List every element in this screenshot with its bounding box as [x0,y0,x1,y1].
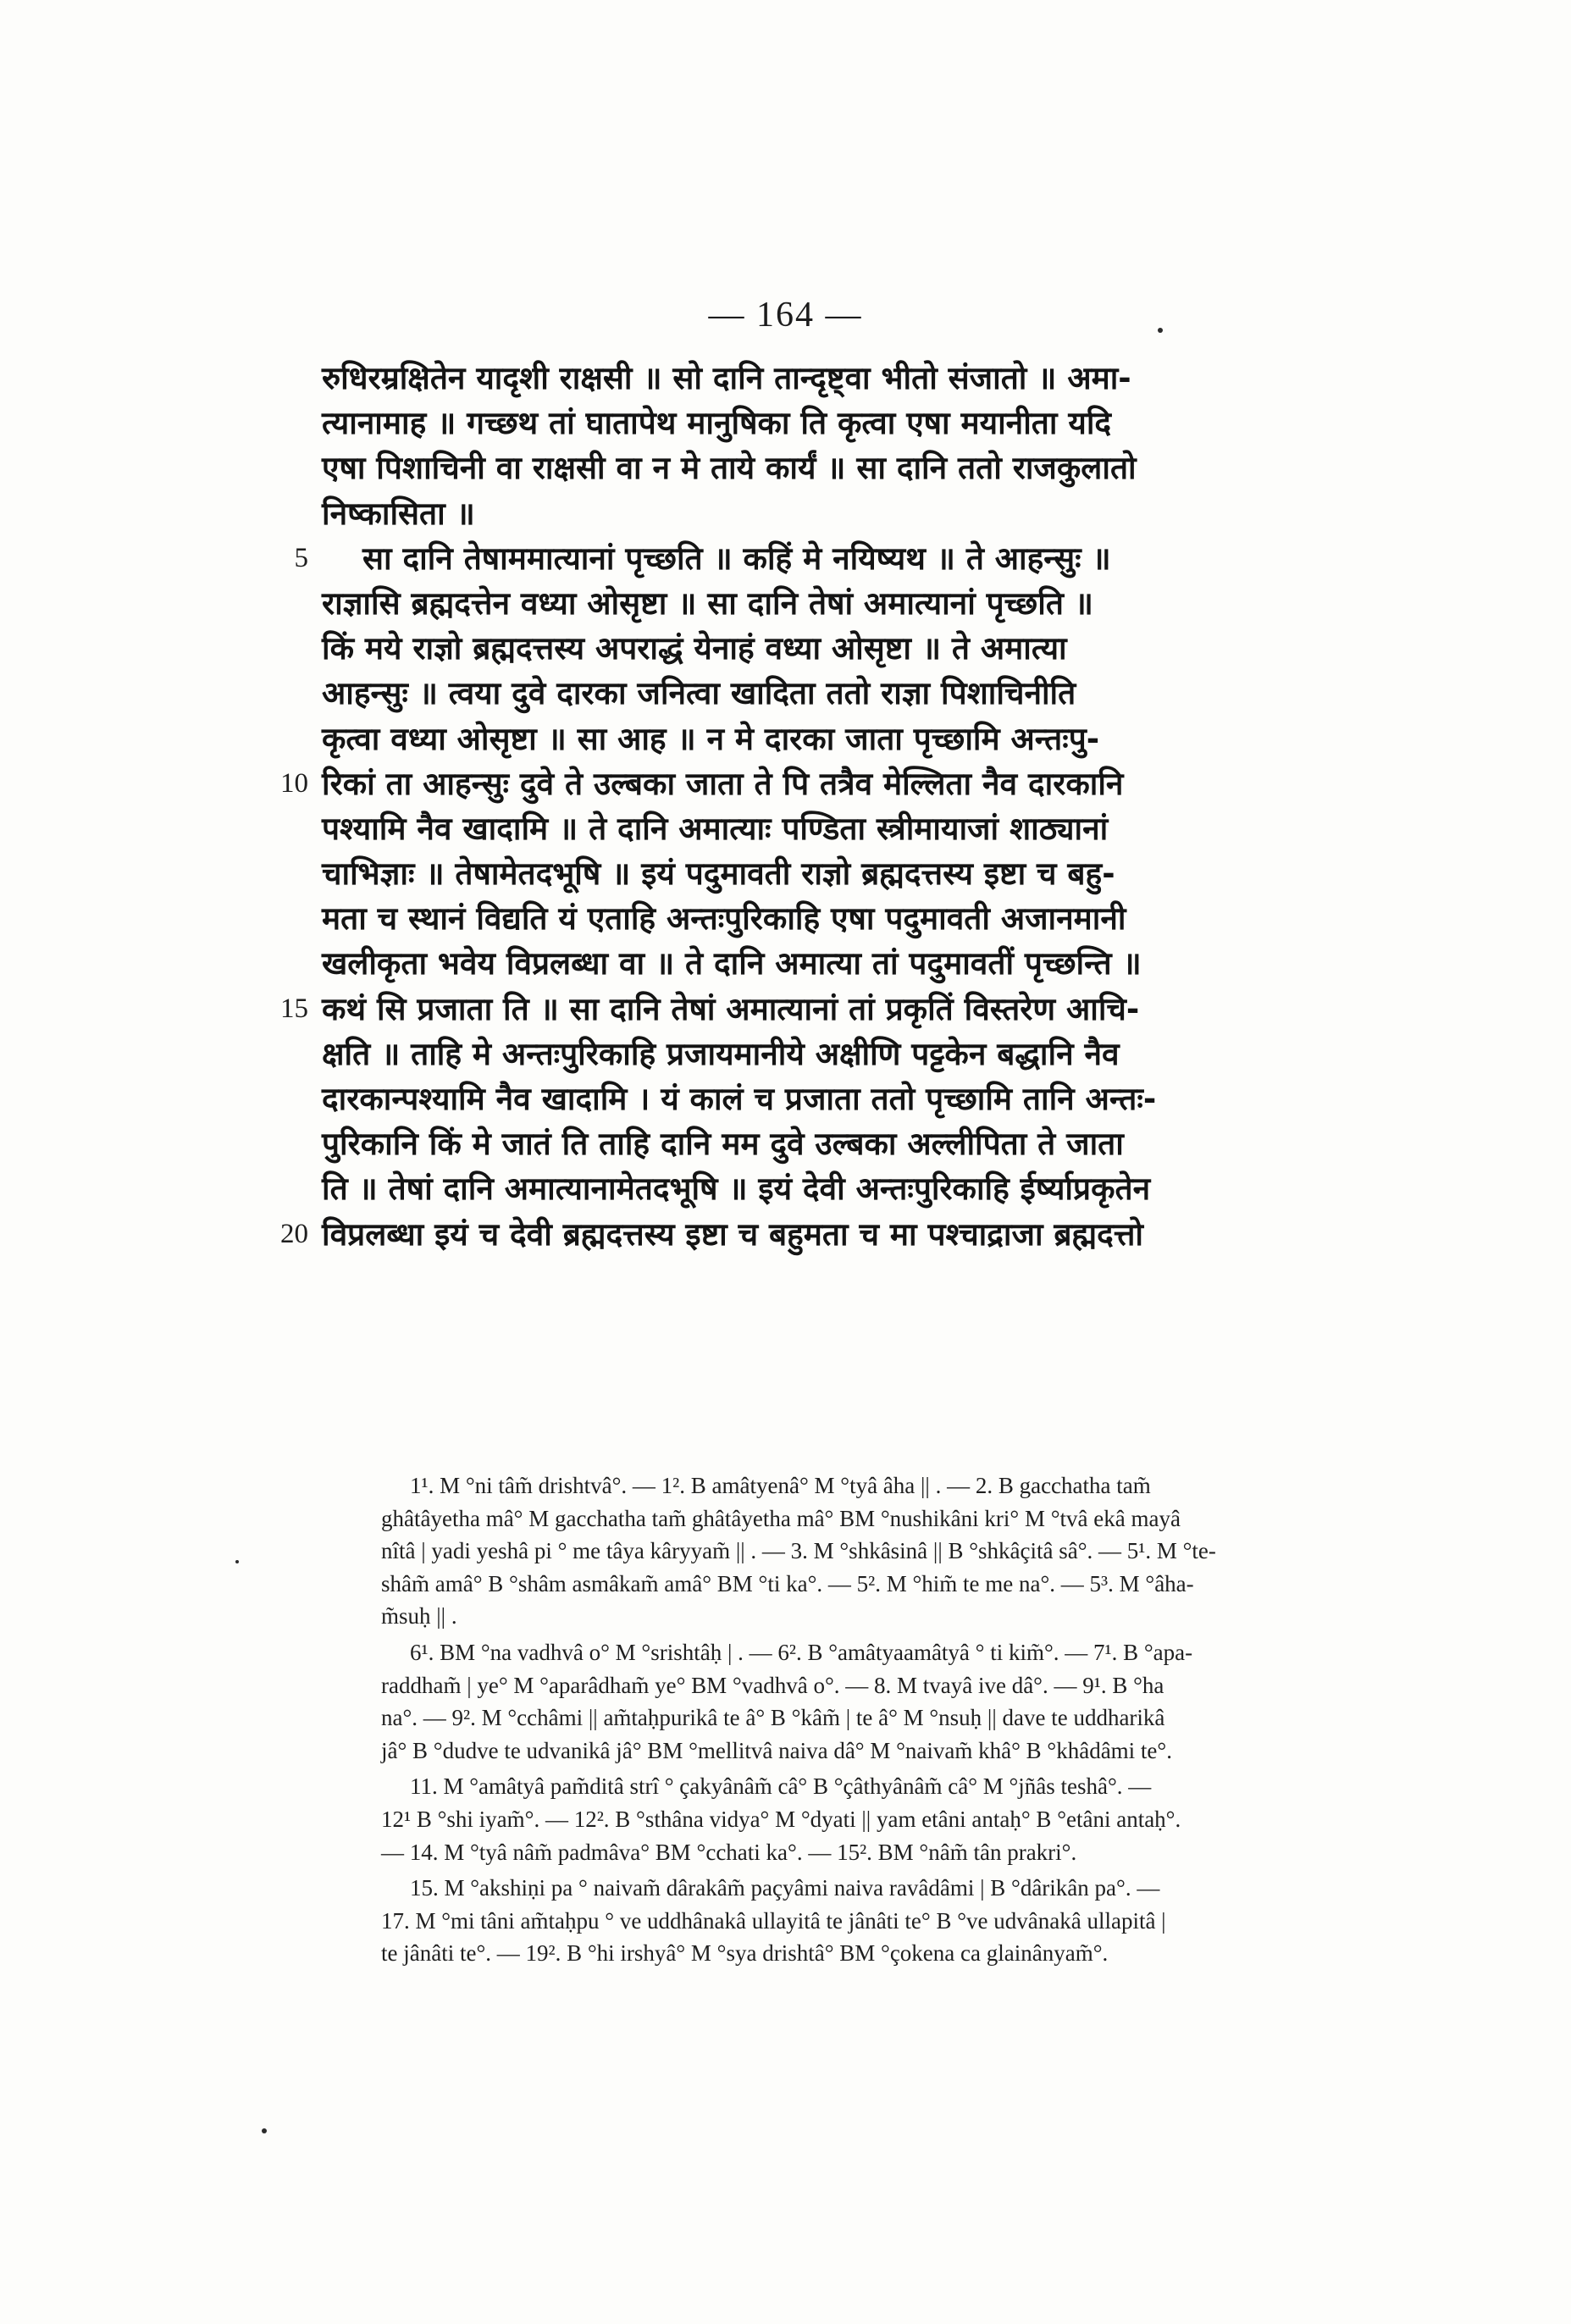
footnote-line: te jânâti te°. — 19². B °hi irshyâ° M °sya drishtâ° BM °çokena ca glainânyam̃°. [381,1940,1109,1967]
line-text: ति ॥ तेषां दानि अमात्यानामेतदभूषि ॥ इयं देवी अन्तःपुरिकाहि ईर्ष्याप्रकृतेन [322,1170,1151,1208]
line-text: खलीकृता भवेय विप्रलब्धा वा ॥ ते दानि अमात्या तां पदुमावतीं पृच्छन्ति ॥ [322,945,1142,982]
line-text: कृत्वा वध्या ओसृष्टा ॥ सा आह ॥ न मे दारका जाता पृच्छामि अन्तःपु- [322,720,1100,757]
print-speck [235,1560,239,1563]
text-line [322,401,1482,445]
footnote-line: na°. — 9². M °cchâmi || am̃taḥpurikâ te â° B °kâm̃ | te â° M °nsuḥ || dave te uddharikâ [381,1705,1165,1731]
line-number: 20 [280,1218,308,1249]
line-text: क्षति ॥ ताहि मे अन्तःपुरिकाहि प्रजायमानीये अक्षीणि पट्टकेन बद्धानि नैव [322,1035,1120,1072]
text-line [322,1076,1482,1121]
line-text: एषा पिशाचिनी वा राक्षसी वा न मे ताये कार्यं ॥ सा दानि ततो राजकुलातो [322,450,1137,487]
text-line [294,536,1482,581]
footnote-line: 17. M °mi tâni am̃taḥpu ° ve uddhânakâ ullayitâ te jânâti te° B °ve udvânakâ ullapitâ | [381,1907,1166,1934]
text-line [322,806,1482,851]
text-line [322,1032,1482,1076]
line-text: रुधिरम्रक्षितेन यादृशी राक्षसी ॥ सो दानि तान्दृष्ट्वा भीतो संजातो ॥ अमा- [322,360,1131,396]
text-line [322,356,1482,401]
print-speck [262,2128,267,2133]
footnote-line: m̃suḥ || . [381,1603,457,1630]
footnote-line: jâ° B °dudve te udvanikâ jâ° BM °mellitvâ naiva dâ° M °naivam̃ khâ° B °khâdâmi te°. [381,1737,1172,1763]
line-text: त्यानामाह ॥ गच्छथ तां घातापेथ मानुषिका ति कृत्वा एषा मयानीता यदि [322,405,1112,442]
text-line [322,491,1482,536]
line-text: राज्ञासि ब्रह्मदत्तेन वध्या ओसृष्टा ॥ सा दानि तेषां अमात्यानां पृच्छति ॥ [322,584,1093,622]
line-text: चाभिज्ञाः ॥ तेषामेतदभूषि ॥ इयं पदुमावती राज्ञो ब्रह्मदत्तस्य इष्टा च बहु- [322,855,1115,893]
print-speck [1158,328,1163,333]
line-text: पश्यामि नैव खादामि ॥ ते दानि अमात्याः पण्डिता स्त्रीमायाजां शाठ्यानां [322,810,1109,847]
line-text: निष्कासिता ॥ [322,495,475,532]
line-text: पुरिकानि किं मे जातं ति ताहि दानि मम दुवे उल्बका अल्लीपिता ते जाता [322,1126,1124,1163]
text-line [280,1212,1482,1257]
line-number: 15 [280,993,308,1024]
text-line [322,1121,1482,1166]
line-text: विप्रलब्धा इयं च देवी ब्रह्मदत्तस्य इष्टा च बहुमता च मा पश्चाद्राजा ब्रह्मदत्तो [322,1215,1143,1253]
footnote-line: 11. M °amâtyâ pam̃ditâ strî ° çakyânâm̃ câ° B °çâthyânâm̃ câ° M °jñâs teshâ°. — [410,1773,1152,1800]
line-text: रिकां ता आहन्सुः दुवे ते उल्बका जाता ते पि तत्रैव मेल्लिता नैव दारकानि [322,765,1124,802]
footnote-line: 1¹. M °ni tâm̃ drishtvâ°. — 1². B amâtyenâ° M °tyâ âha || . — 2. B gacchatha tam̃ [410,1473,1151,1498]
footnote-line: 6¹. BM °na vadhvâ o° M °srishtâḥ | . — 6². B °amâtyaamâtyâ ° ti kim̃°. — 7¹. B °apa- [410,1639,1193,1665]
text-line [322,671,1482,716]
text-line [322,717,1482,761]
text-line [322,626,1482,671]
line-text: आहन्सुः ॥ त्वया दुवे दारका जनित्वा खादिता ततो राज्ञा पिशाचिनीति [322,675,1076,712]
footnote-line: ghâtâyetha mâ° M gacchatha tam̃ ghâtâyetha mâ° BM °nushikâni kri° M °tvâ ekâ mayâ [381,1505,1181,1531]
line-text: किं मये राज्ञो ब्रह्मदत्तस्य अपराद्धं येनाहं वध्या ओसृष्टा ॥ ते अमात्या [322,630,1067,667]
text-line [322,851,1482,896]
text-line [280,761,1482,806]
page-number: — 164 — [708,296,863,335]
line-text: सा दानि तेषाममात्यानां पृच्छति ॥ कहिं मे नयिष्यथ ॥ ते आहन्सुः ॥ [362,540,1111,577]
footnote-paragraph [381,1469,1474,1633]
footnote-line: shâm̃ amâ° B °shâm asmâkam̃ amâ° BM °ti ka°. — 5². M °him̃ te me na°. — 5³. M °âha- [381,1570,1194,1596]
footnote-paragraph [381,1636,1474,1767]
footnote-line: nîtâ | yadi yeshâ pi ° me tâya kâryyam̃ || . — 3. M °shkâsinâ || B °shkâçitâ sâ°. — 5¹. M °te- [381,1538,1216,1564]
footnote-line: raddham̃ | ye° M °aparâdham̃ ye° BM °vadhvâ o°. — 8. M tvayâ ive dâ°. — 9¹. B °ha [381,1672,1164,1698]
footnote-line: 15. M °akshiṇi pa ° naivam̃ dârakâm̃ paçyâmi naiva ravâdâmi | B °dârikân pa°. — [410,1875,1160,1901]
line-number: 10 [280,767,308,799]
sanskrit-main-text [280,356,1482,1257]
footnote-paragraph [381,1770,1474,1868]
text-line [322,1166,1482,1211]
text-line [322,896,1482,941]
footnote-paragraph [381,1872,1474,1970]
line-text: मता च स्थानं विद्यति यं एताहि अन्तःपुरिकाहि एषा पदुमावती अजानमानी [322,900,1126,938]
text-line [322,445,1482,490]
footnote-line: — 14. M °tyâ nâm̃ padmâva° BM °cchati ka°. — 15². BM °nâm̃ tân prakri°. [381,1839,1077,1865]
line-text: कथं सि प्रजाता ति ॥ सा दानि तेषां अमात्यानां तां प्रकृतिं विस्तरेण आचि- [322,990,1140,1027]
line-text: दारकान्पश्यामि नैव खादामि । यं कालं च प्रजाता ततो पृच्छामि तानि अन्तः- [322,1081,1157,1117]
text-line [322,581,1482,626]
text-line [280,987,1482,1032]
footnotes-apparatus [381,1469,1474,1973]
footnote-line: 12¹ B °shi iyam̃°. — 12². B °sthâna vidya° M °dyati || yam etâni antaḥ° B °etâni antaḥ°. [381,1806,1181,1832]
text-line [322,941,1482,986]
line-number: 5 [294,542,308,573]
